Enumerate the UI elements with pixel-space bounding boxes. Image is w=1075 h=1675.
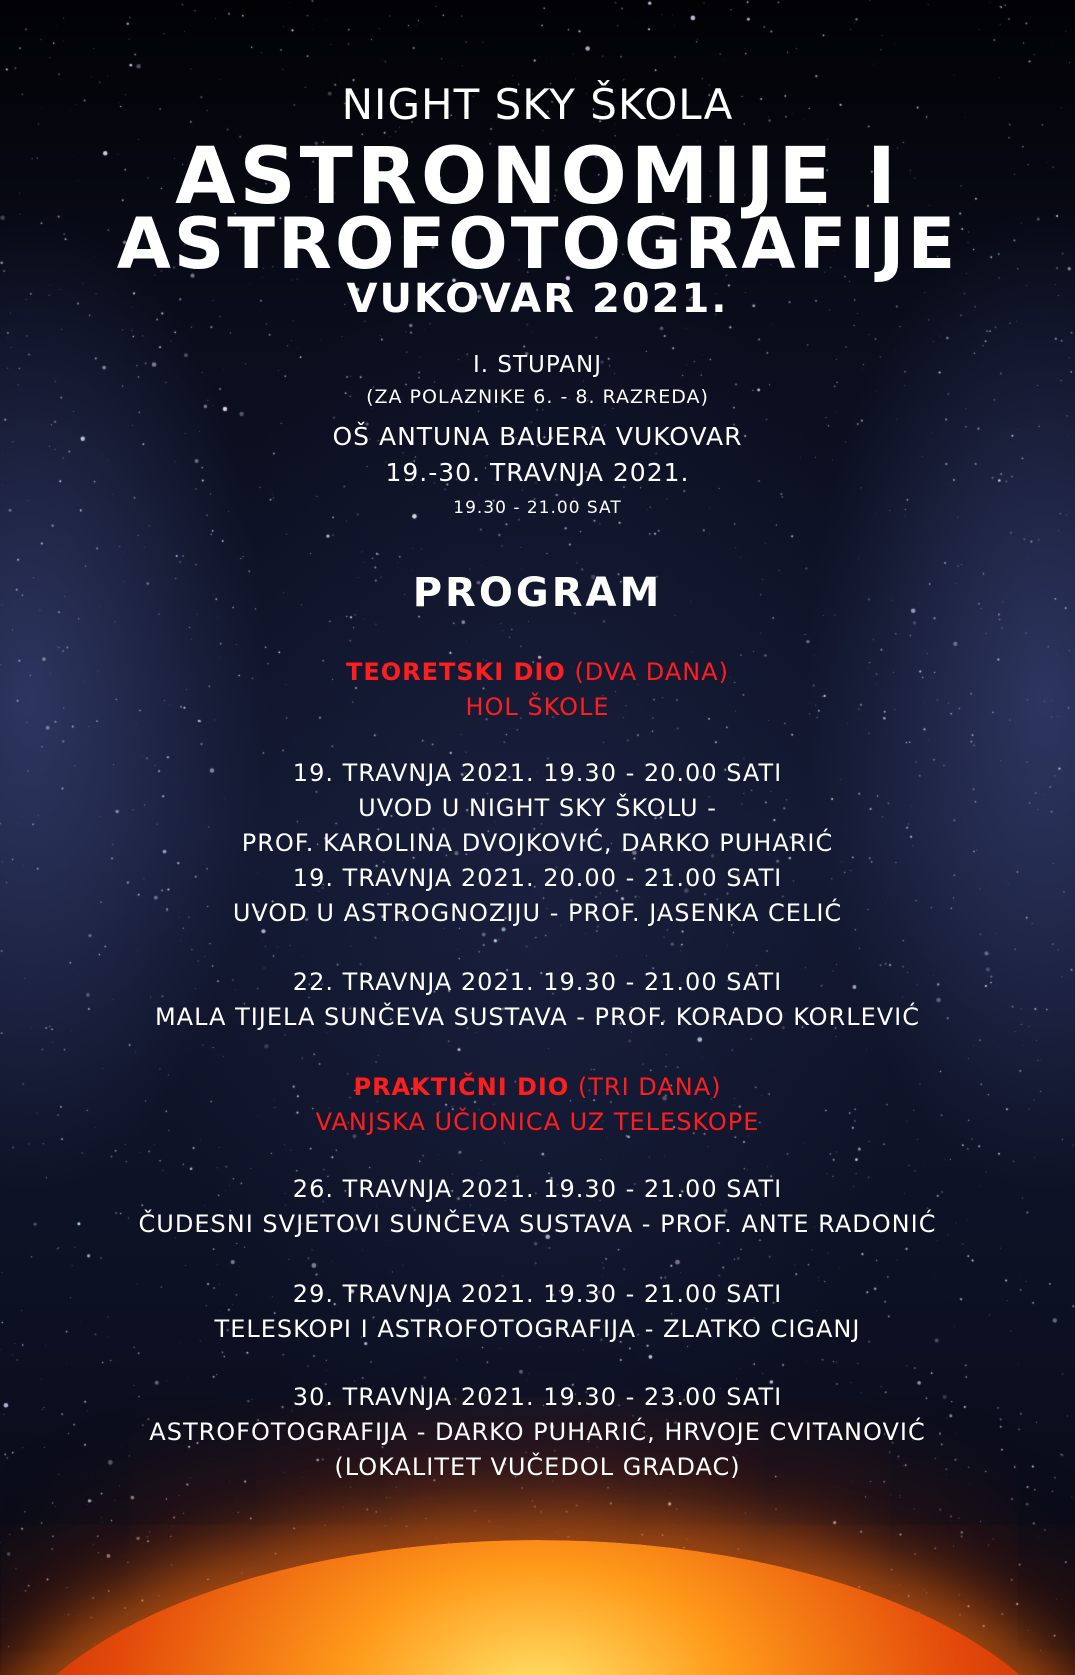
header-line-3: ASTROFOTOGRAFIJE bbox=[116, 203, 959, 285]
theory-location: HOL ŠKOLE bbox=[465, 693, 610, 721]
header-line-2: ASTRONOMIJE I bbox=[175, 132, 900, 222]
session-line: ASTROFOTOGRAFIJA - DARKO PUHARIĆ, HRVOJE CVITANOVIĆ bbox=[149, 1418, 926, 1446]
theory-session-2 bbox=[0, 965, 1075, 1035]
info-level: I. STUPANJ bbox=[472, 352, 602, 378]
program-title: PROGRAM bbox=[412, 570, 663, 616]
header-line-1: NIGHT SKY ŠKOLA bbox=[341, 80, 734, 129]
session-line: 30. TRAVNJA 2021. 19.30 - 23.00 SATI bbox=[292, 1383, 783, 1411]
session-line: 19. TRAVNJA 2021. 20.00 - 21.00 SATI bbox=[292, 864, 783, 892]
session-line: UVOD U NIGHT SKY ŠKOLU - bbox=[358, 794, 717, 822]
session-line: 22. TRAVNJA 2021. 19.30 - 21.00 SATI bbox=[292, 968, 783, 996]
practice-label: PRAKTIČNI DIO bbox=[353, 1073, 570, 1101]
session-line: 29. TRAVNJA 2021. 19.30 - 21.00 SATI bbox=[292, 1280, 783, 1308]
session-line: PROF. KAROLINA DVOJKOVIĆ, DARKO PUHARIĆ bbox=[241, 829, 834, 857]
practice-duration: (TRI DANA) bbox=[569, 1073, 722, 1101]
info-audience: (ZA POLAZNIKE 6. - 8. RAZREDA) bbox=[366, 386, 709, 408]
theory-label-line bbox=[0, 655, 1075, 690]
header-line-4: VUKOVAR 2021. bbox=[346, 276, 729, 322]
practice-location: VANJSKA UČIONICA UZ TELESKOPE bbox=[315, 1108, 760, 1136]
theory-label: TEORETSKI DIO bbox=[345, 658, 566, 686]
info-dates: 19.-30. TRAVNJA 2021. bbox=[385, 458, 690, 487]
info-time: 19.30 - 21.00 SAT bbox=[453, 498, 622, 518]
session-line: UVOD U ASTROGNOZIJU - PROF. JASENKA CELIĆ bbox=[232, 899, 843, 927]
theory-session-1 bbox=[0, 756, 1075, 931]
practice-heading bbox=[0, 1070, 1075, 1140]
session-line: TELESKOPI I ASTROFOTOGRAFIJA - ZLATKO CIGANJ bbox=[214, 1315, 861, 1343]
practice-label-line bbox=[0, 1070, 1075, 1105]
session-line: ČUDESNI SVJETOVI SUNČEVA SUSTAVA - PROF. ANTE RADONIĆ bbox=[138, 1210, 937, 1238]
theory-duration: (DVA DANA) bbox=[565, 658, 730, 686]
session-line: MALA TIJELA SUNČEVA SUSTAVA - PROF. KORADO KORLEVIĆ bbox=[154, 1003, 921, 1031]
session-line: 19. TRAVNJA 2021. 19.30 - 20.00 SATI bbox=[292, 759, 783, 787]
session-line: 26. TRAVNJA 2021. 19.30 - 21.00 SATI bbox=[292, 1175, 783, 1203]
practice-session-3 bbox=[0, 1380, 1075, 1485]
theory-heading bbox=[0, 655, 1075, 725]
session-line: (LOKALITET VUČEDOL GRADAC) bbox=[334, 1453, 741, 1481]
practice-session-1 bbox=[0, 1172, 1075, 1242]
info-venue: OŠ ANTUNA BAUERA VUKOVAR bbox=[332, 422, 743, 451]
practice-session-2 bbox=[0, 1277, 1075, 1347]
